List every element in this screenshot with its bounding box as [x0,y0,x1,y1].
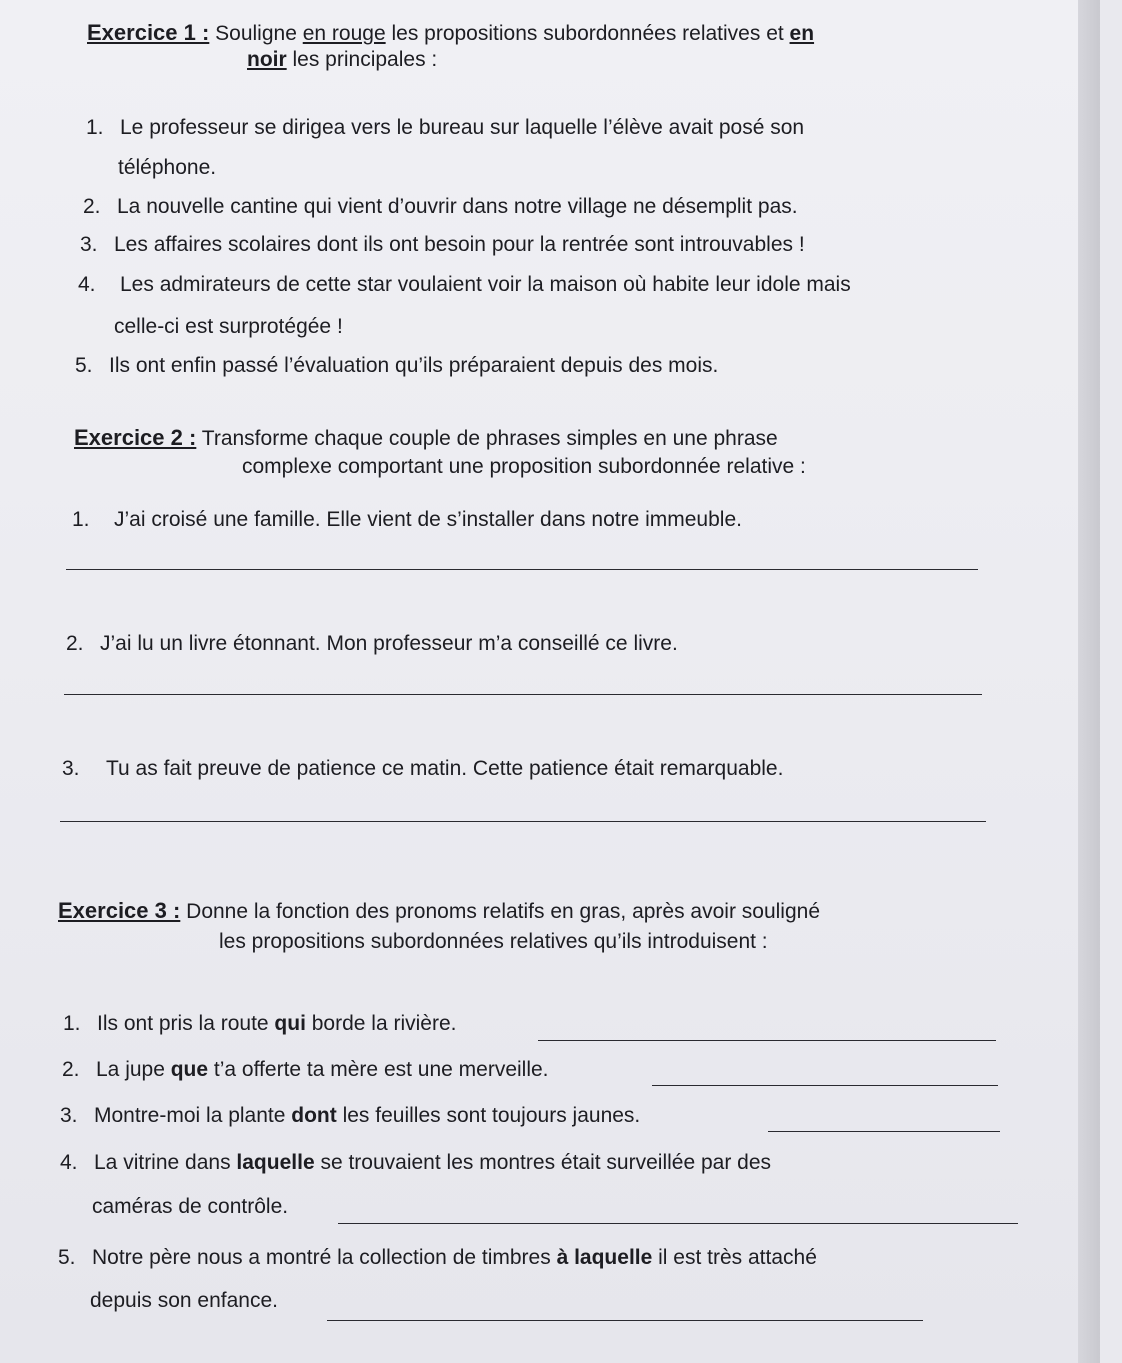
sentence: Les affaires scolaires dont ils ont besoin pour la rentrée sont introuvables ! [114,233,805,256]
exercise-1-item-continuation: celle-ci est surprotégée ! [114,315,343,338]
sentence: se trouvaient les montres était surveillée par des [314,1151,772,1174]
exercise-3-instruction [58,898,820,925]
item-number: 2. [66,632,84,655]
answer-line[interactable] [64,694,982,695]
instruction-underlined-red: en rouge [302,22,386,45]
exercise-1-title: Exercice 1 : [87,20,210,45]
answer-line[interactable] [60,821,986,822]
instruction-text: les propositions subordonnées relatives et [385,22,790,45]
sentence: La vitrine dans [94,1151,237,1174]
item-number: 3. [60,1104,78,1127]
relative-pronoun: dont [291,1104,337,1127]
answer-line[interactable] [66,569,978,570]
item-number: 4. [60,1151,78,1174]
item-number: 1. [63,1012,81,1035]
exercise-1-instruction-line2 [247,47,437,73]
exercise-3-item-continuation: caméras de contrôle. [92,1195,289,1218]
item-number: 4. [78,273,96,296]
answer-line[interactable] [327,1320,923,1321]
relative-pronoun: à laquelle [556,1246,653,1269]
exercise-1-item [86,115,804,141]
instruction-text: Donne la fonction des pronoms relatifs en gras, après avoir souligné [186,900,821,923]
sentence: La nouvelle cantine qui vient d’ouvrir dans notre village ne désemplit pas. [117,195,798,218]
notebook-edge [1078,0,1100,1363]
sentence: Notre père nous a montré la collection de timbres [92,1246,557,1269]
item-number: 1. [72,508,90,531]
sentence: il est très attaché [652,1246,817,1269]
answer-line[interactable] [538,1040,996,1041]
exercise-1-item [78,272,851,298]
answer-line[interactable] [652,1085,998,1086]
sentence: Montre-moi la plante [94,1104,292,1127]
sentence: Le professeur se dirigea vers le bureau sur laquelle l’élève avait posé son [120,116,805,139]
exercise-1-item [75,353,718,379]
instruction-text: Souligne [215,22,303,45]
sentence: Tu as fait preuve de patience ce matin. Cette patience était remarquable. [106,757,784,780]
exercise-2-item [66,631,678,657]
item-number: 5. [58,1246,76,1269]
exercise-3-title: Exercice 3 : [58,898,181,923]
answer-line[interactable] [338,1223,1018,1224]
exercise-1-instruction [87,20,814,47]
exercise-2-item [72,507,742,533]
exercise-2-title: Exercice 2 : [74,425,197,450]
relative-pronoun: laquelle [236,1151,315,1174]
sentence: Les admirateurs de cette star voulaient voir la maison où habite leur idole mais [120,273,851,296]
item-number: 5. [75,354,93,377]
sentence: Ils ont enfin passé l’évaluation qu’ils préparaient depuis des mois. [109,354,719,377]
exercise-3-item [60,1150,771,1176]
relative-pronoun: qui [274,1012,306,1035]
exercise-2-instruction [74,425,778,452]
exercise-1-item [80,232,805,258]
exercise-3-instruction-line2: les propositions subordonnées relatives qu’ils introduisent : [219,930,768,953]
instruction-bold-noir: noir [247,48,287,71]
sentence: J’ai lu un livre étonnant. Mon professeur m’a conseillé ce livre. [100,632,678,655]
exercise-3-item-continuation: depuis son enfance. [90,1289,278,1312]
instruction-text: Transforme chaque couple de phrases simples en une phrase [201,427,778,450]
sentence: Ils ont pris la route [97,1012,275,1035]
exercise-3-item [63,1011,457,1037]
sentence: t’a offerte ta mère est une merveille. [208,1058,549,1081]
exercise-2-instruction-line2: complexe comportant une proposition subordonnée relative : [242,455,806,478]
sentence: J’ai croisé une famille. Elle vient de s’installer dans notre immeuble. [114,508,742,531]
exercise-3-item [58,1245,817,1271]
exercise-2-item [62,756,783,782]
relative-pronoun: que [170,1058,209,1081]
item-number: 3. [62,757,80,780]
sentence: les feuilles sont toujours jaunes. [336,1104,641,1127]
exercise-3-item [60,1103,640,1129]
exercise-3-item [62,1057,549,1083]
item-number: 2. [62,1058,80,1081]
instruction-text: les principales : [286,48,438,71]
sentence: La jupe [96,1058,171,1081]
instruction-bold-en: en [789,22,815,45]
exercise-1-item [83,194,798,220]
item-number: 1. [86,116,104,139]
answer-line[interactable] [768,1131,1000,1132]
sentence: borde la rivière. [305,1012,457,1035]
item-number: 3. [80,233,98,256]
exercise-1-item-continuation: téléphone. [118,156,217,179]
item-number: 2. [83,195,101,218]
